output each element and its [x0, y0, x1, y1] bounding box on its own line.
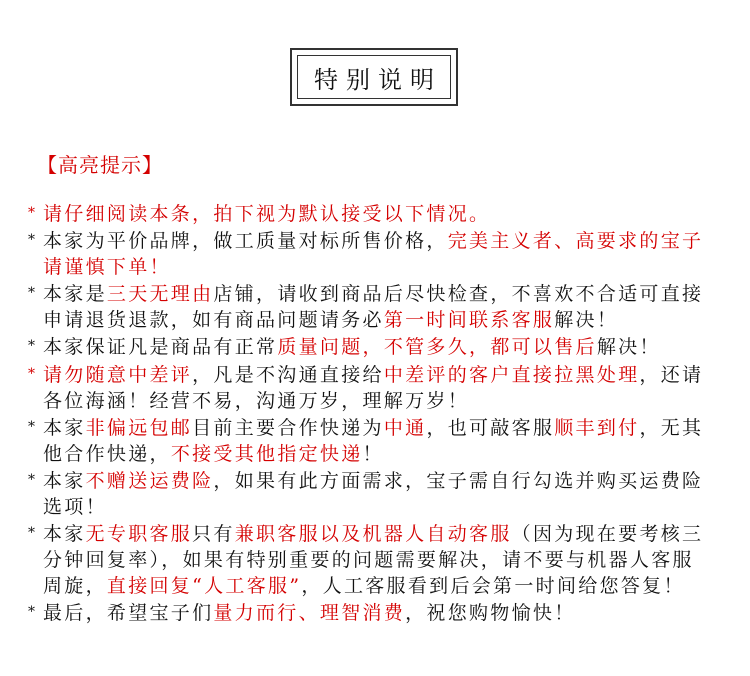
- note-text: 本家: [43, 469, 86, 492]
- note-text: 解决！: [596, 336, 661, 359]
- note-item: [28, 200, 713, 227]
- highlighted-text: 请勿随意中差评: [43, 363, 193, 386]
- note-text: （因为现在要考核三分钟回复率），如果有特别重要的问题需要解决，请不要与机器人客服周旋，: [43, 523, 704, 598]
- highlighted-text: 无专职客服: [85, 523, 193, 546]
- note-text: 只有: [192, 523, 235, 546]
- note-text: 本家: [43, 523, 86, 546]
- bullet-star: *: [28, 338, 35, 355]
- highlighted-text: 请仔细阅读本条，拍下视为默认接受以下情况。: [43, 203, 491, 225]
- highlighted-text: 不赠送运费险: [85, 469, 214, 492]
- bullet-star: *: [28, 232, 35, 249]
- bullet-star: *: [28, 365, 35, 382]
- note-text: 店铺，请收到商品后尽快检查，不喜欢不合适可直接申请退货退款，如有商品问题请务必: [43, 283, 704, 332]
- highlighted-text: 不接受其他指定快递: [170, 442, 363, 465]
- note-item: [28, 361, 713, 414]
- highlighted-text: 兼职客服以及机器人自动客服: [234, 523, 512, 546]
- note-text: ，如果有此方面需求，宝子需自行勾选并购买运费险选项！: [43, 469, 704, 519]
- bullet-star: *: [28, 205, 35, 221]
- highlighted-text: 顺丰到付: [554, 416, 640, 439]
- note-text: 解决！: [554, 309, 619, 332]
- note-text: ，还请各位海涵！经营不易，沟通万岁，理解万岁！: [43, 363, 704, 412]
- highlighted-text: 直接回复“人工客服”: [106, 575, 302, 598]
- note-item: [28, 227, 713, 280]
- page-title: 特别说明: [297, 55, 451, 99]
- note-text: 本家为平价品牌，做工质量对标所售价格，: [43, 230, 448, 253]
- note-item: [28, 333, 713, 360]
- notes-list: [28, 200, 713, 627]
- note-text: 最后，希望宝子们: [43, 602, 214, 625]
- bullet-star: *: [28, 604, 35, 621]
- note-item: [28, 520, 713, 599]
- highlighted-text: 完美主义者、高要求的宝子请谨慎下单！: [43, 230, 704, 279]
- highlighted-text: 质量问题，不管多久，都可以售后: [277, 336, 597, 359]
- bullet-star: *: [28, 525, 35, 542]
- note-text: ，凡是不沟通直接给: [192, 363, 384, 386]
- highlighted-text: 三天无理由: [106, 283, 214, 306]
- note-text: 本家: [43, 416, 86, 439]
- title-frame: [290, 48, 458, 106]
- note-item: [28, 414, 713, 467]
- highlighted-text: 中差评的客户直接拉黑处理: [383, 363, 640, 386]
- bullet-star: *: [28, 471, 35, 488]
- highlighted-text: 第一时间联系客服: [383, 309, 555, 332]
- note-text: 目前主要合作快递为: [192, 416, 384, 439]
- bullet-star: *: [28, 418, 35, 435]
- note-text: ，祝您购物愉快！: [405, 602, 576, 625]
- highlight-label: 【高亮提示】: [37, 153, 163, 177]
- highlighted-text: 非偏远包邮: [85, 416, 193, 439]
- note-text: 本家是: [43, 283, 107, 306]
- highlighted-text: 量力而行、理智消费: [213, 602, 406, 625]
- note-item: [28, 467, 713, 520]
- bullet-star: *: [28, 285, 35, 302]
- note-text: ！: [362, 442, 384, 465]
- note-text: ，也可敲客服: [426, 416, 555, 439]
- note-text: ，人工客服看到后会第一时间给您答复！: [301, 575, 685, 598]
- note-text: 本家保证凡是商品有正常: [43, 336, 278, 359]
- note-text: ，无其他合作快递，: [43, 416, 704, 465]
- highlighted-text: 中通: [383, 416, 427, 439]
- note-item: [28, 280, 713, 333]
- note-item: [28, 599, 713, 626]
